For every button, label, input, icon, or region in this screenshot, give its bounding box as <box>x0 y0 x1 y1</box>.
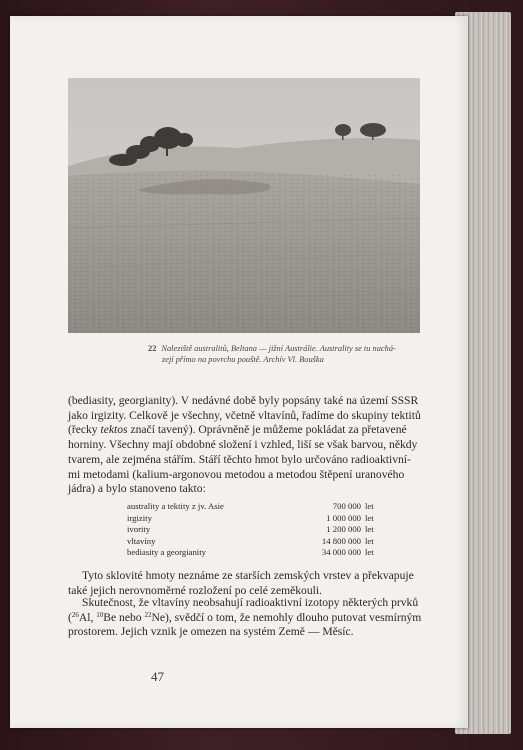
paragraph-2 <box>68 569 440 598</box>
table-row <box>127 524 387 536</box>
table-row <box>127 547 387 559</box>
table-row <box>127 501 387 513</box>
figure-caption <box>148 344 448 365</box>
text-line: jádra) a bylo stanoveno takto: <box>68 482 206 496</box>
text-line: prostorem. Jejich vznik je omezen na systém Země — Měsíc. <box>68 625 354 639</box>
isotope-mass: 22 <box>144 610 152 619</box>
text-span: Ne), svědčí o tom, že nemohly dlouho putovat vesmírným <box>151 610 422 624</box>
text-line: horniny. Všechny mají obdobné složení i vzhled, liší se však barvou, někdy <box>68 438 418 452</box>
table-value: 700 000 <box>332 501 361 511</box>
table-unit: let <box>365 512 374 523</box>
text-span: značí tavený). Oprávněně je můžeme pokládat za přetavené <box>127 423 407 437</box>
table-unit: let <box>365 535 374 546</box>
page-number: 47 <box>151 669 164 684</box>
text-span: ( <box>68 610 72 624</box>
text-span: Al, <box>78 610 97 624</box>
isotope-mass: 10 <box>96 610 104 619</box>
text-span: Be nebo <box>103 610 145 624</box>
paragraph-1 <box>68 394 440 497</box>
table-label: irgizity <box>127 512 152 523</box>
text-line: Skutečnost, že vltavíny neobsahují radioaktivní izotopy některých prvků <box>82 596 419 609</box>
text-line <box>68 611 440 626</box>
desert-photograph <box>68 78 420 333</box>
table-unit: let <box>365 501 374 511</box>
age-table <box>127 501 387 559</box>
table-value: 34 000 000 <box>321 547 361 558</box>
text-span: (řecky <box>68 423 101 437</box>
photo-drawing <box>68 78 420 333</box>
table-label: bediasity a georgianity <box>127 547 206 558</box>
caption-text-1: Naleziště australitů, Beltana — jižní Austrálie. Australity se tu nachá- <box>161 344 396 353</box>
table-value: 14 800 000 <box>321 535 361 546</box>
text-line: jako irgizity. Celkově je všechny, včetně vltavínů, řadíme do skupiny tektitů <box>68 408 421 422</box>
book-page <box>10 16 468 728</box>
text-line <box>68 423 440 438</box>
caption-line-1 <box>148 344 448 355</box>
text-line: (bediasity, georgianity). V nedávné době byly popsány také na území SSSR <box>68 394 419 407</box>
text-line: tvarem, ale zejména stářím. Stáří těchto hmot bylo určováno radioaktivní- <box>68 452 411 466</box>
table-row <box>127 536 387 548</box>
paragraph-3 <box>68 596 440 640</box>
italic-term: tektos <box>100 423 128 437</box>
isotope-mass: 26 <box>71 610 79 619</box>
table-label: australity a tektity z jv. Asie <box>127 501 224 511</box>
table-value: 1 000 000 <box>326 512 361 523</box>
table-unit: let <box>365 547 374 558</box>
text-line: také jejich nerovnoměrné rozložení po celé zeměkouli. <box>68 583 322 597</box>
table-value: 1 200 000 <box>326 524 361 535</box>
caption-line-2: zejí přímo na povrchu pouště. Archív Vl. Bouška <box>162 354 324 364</box>
table-label: vltavíny <box>127 535 156 546</box>
table-unit: let <box>365 524 374 535</box>
table-label: ivority <box>127 524 151 535</box>
text-line: Tyto sklovité hmoty neznáme ze starších zemských vrstev a překvapuje <box>82 569 414 582</box>
table-row <box>127 513 387 525</box>
text-line: mi metodami (kalium-argonovou metodou a metodou štěpení uranového <box>68 467 405 481</box>
figure-number: 22 <box>148 344 157 353</box>
